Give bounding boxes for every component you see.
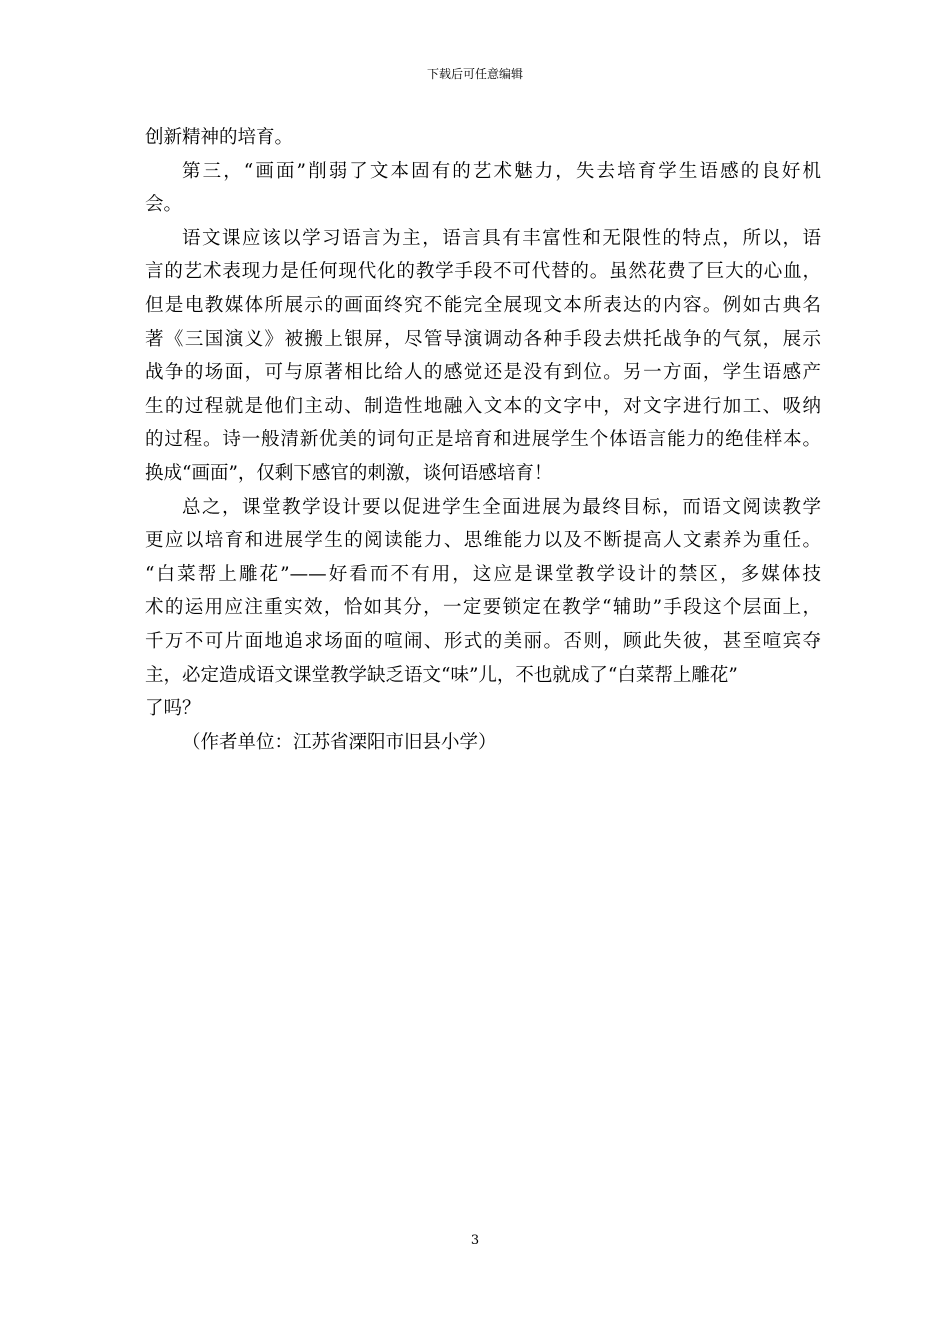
author-affiliation: （作者单位：江苏省溧阳市旧县小学） — [182, 731, 497, 753]
text-line: 生的过程就是他们主动、制造性地融入文本的文字中，对文字进行加工、吸纳 — [145, 395, 821, 417]
page-number: 3 — [470, 1233, 480, 1248]
text-line: 著《三国演义》被搬上银屏，尽管导演调动各种手段去烘托战争的气氛，展示 — [145, 328, 821, 350]
text-line: 千万不可片面地追求场面的喧闹、形式的美丽。否则，顾此失彼，甚至喧宾夺 — [145, 630, 821, 652]
text-line: 但是电教媒体所展示的画面终究不能完全展现文本所表达的内容。例如古典名 — [145, 294, 821, 316]
text-line: 总之，课堂教学设计要以促进学生全面进展为最终目标，而语文阅读教学 — [182, 496, 821, 518]
text-line: 创新精神的培育。 — [145, 127, 294, 148]
page-header: 下载后可任意编辑 — [426, 67, 523, 81]
text-line: 术的运用应注重实效，恰如其分，一定要锁定在教学“辅助”手段这个层面上， — [145, 597, 821, 619]
text-line: “白菜帮上雕花”——好看而不有用，这应是课堂教学设计的禁区，多媒体技 — [145, 563, 821, 585]
text-line: 言的艺术表现力是任何现代化的教学手段不可代替的。虽然花费了巨大的心血， — [145, 261, 821, 283]
text-line: 会。 — [145, 194, 183, 216]
text-line: 的过程。诗一般清新优美的词句正是培育和进展学生个体语言能力的绝佳样本。 — [145, 429, 821, 451]
text-line: 语文课应该以学习语言为主，语言具有丰富性和无限性的特点，所以，语 — [182, 227, 821, 249]
text-line: 更应以培育和进展学生的阅读能力、思维能力以及不断提高人文素养为重任。 — [145, 530, 821, 552]
text-line: 主，必定造成语文课堂教学缺乏语文“味”儿，不也就成了“白菜帮上雕花” — [145, 664, 738, 686]
text-line: 换成“画面”，仅剩下感官的刺激，谈何语感培育！ — [145, 462, 553, 484]
document-body — [145, 121, 821, 759]
text-line: 了吗？ — [145, 698, 201, 720]
text-line: 第三，“画面”削弱了文本固有的艺术魅力，失去培育学生语感的良好机 — [182, 160, 821, 182]
text-line: 战争的场面，可与原著相比给人的感觉还是没有到位。另一方面，学生语感产 — [145, 362, 821, 384]
